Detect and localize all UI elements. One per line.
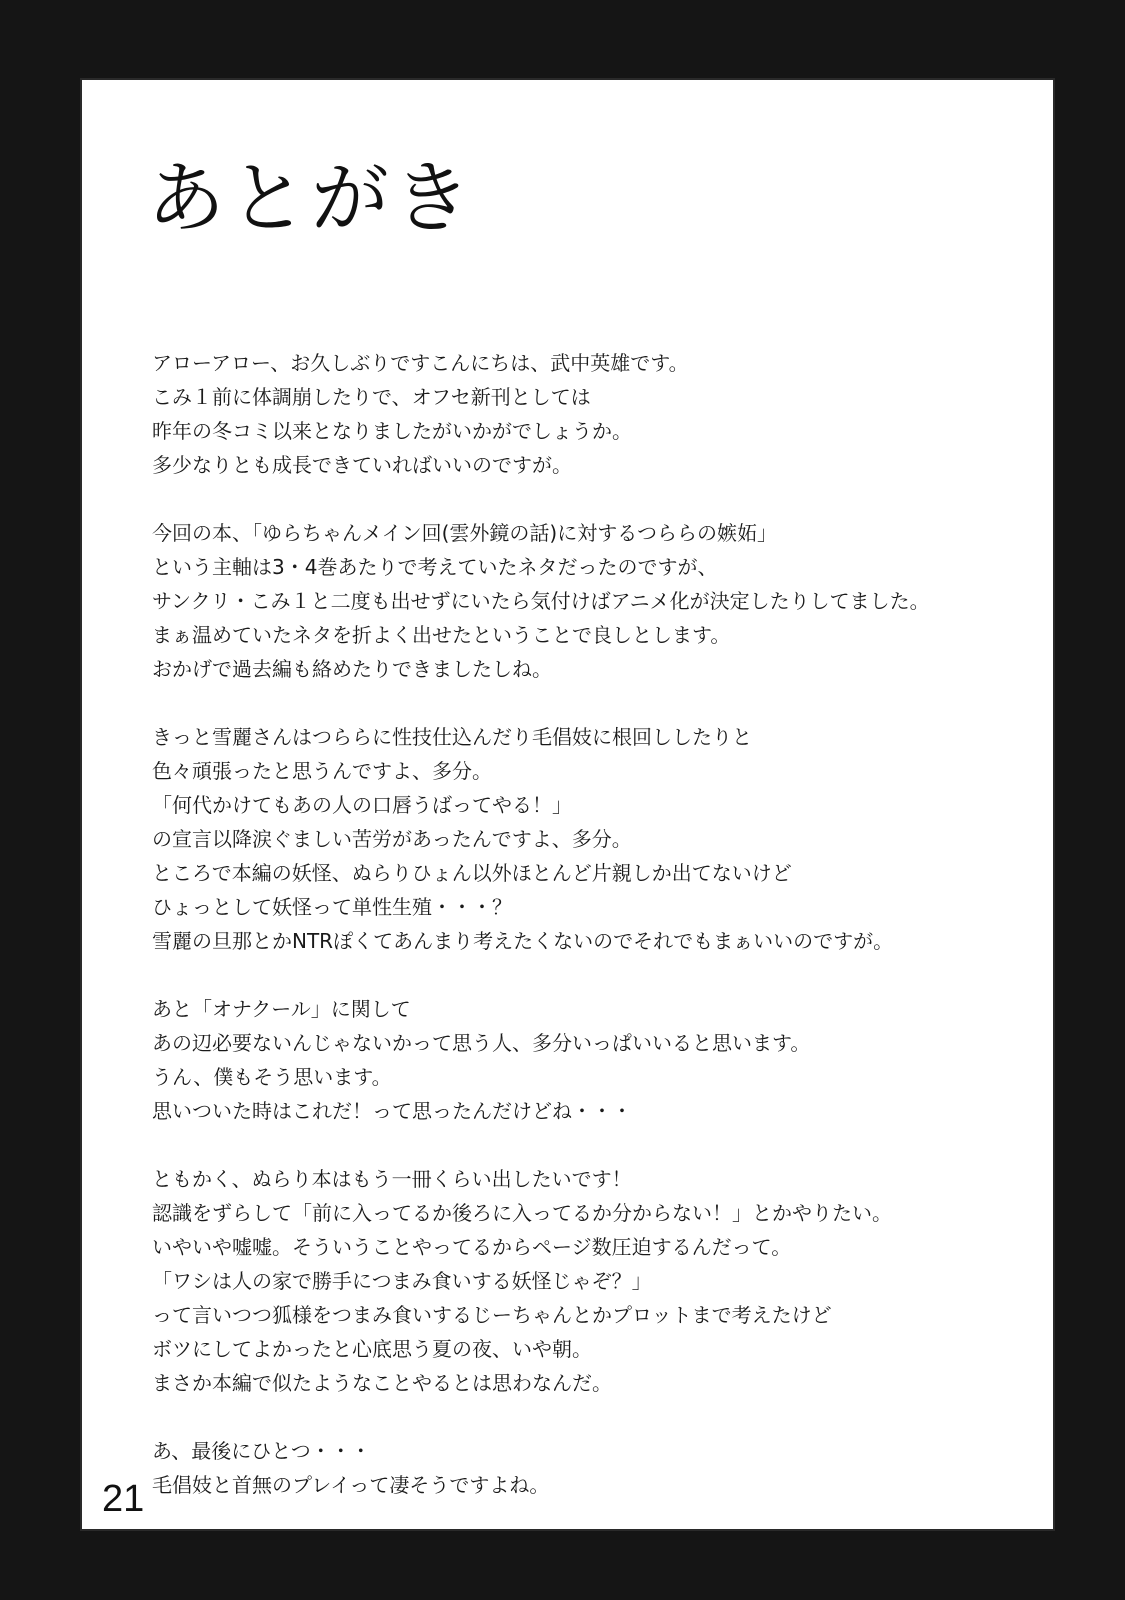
text-line: 色々頑張ったと思うんですよ、多分。 (152, 759, 492, 783)
text-line: 毛倡妓と首無のプレイって凄そうですよね。 (152, 1473, 550, 1497)
paragraph (152, 516, 1042, 686)
text-line: あの辺必要ないんじゃないかって思う人、多分いっぱいいると思います。 (152, 1031, 811, 1055)
text-line: おかげで過去編も絡めたりできましたしね。 (152, 657, 552, 681)
text-line: いやいや嘘嘘。そういうことやってるからページ数圧迫するんだって。 (152, 1235, 792, 1259)
text-line: サンクリ・こみ１と二度も出せずにいたら気付けばアニメ化が決定したりしてました。 (152, 589, 930, 613)
text-line: ところで本編の妖怪、ぬらりひょん以外ほとんど片親しか出てないけど (152, 861, 792, 885)
document-page (80, 78, 1055, 1531)
text-line: まさか本編で似たようなことやるとは思わなんだ。 (152, 1371, 612, 1395)
page-title: あとがき (147, 154, 476, 244)
page-number: 21 (102, 1478, 145, 1520)
paragraph (152, 346, 1042, 482)
text-line: きっと雪麗さんはつららに性技仕込んだり毛倡妓に根回ししたりと (152, 725, 752, 749)
text-line: 思いついた時はこれだ！って思ったんだけどね・・・ (152, 1099, 632, 1123)
paragraph (152, 720, 1042, 958)
text-line: の宣言以降涙ぐましい苦労があったんですよ、多分。 (152, 827, 632, 851)
text-line: ボツにしてよかったと心底思う夏の夜、いや朝。 (152, 1337, 592, 1361)
text-line: って言いつつ狐様をつまみ食いするじーちゃんとかプロットまで考えたけど (152, 1303, 832, 1327)
text-line: 「何代かけてもあの人の口唇うばってやる！」 (152, 793, 572, 817)
text-line: 昨年の冬コミ以来となりましたがいかがでしょうか。 (152, 419, 632, 443)
paragraph (152, 992, 1042, 1128)
paragraph (152, 1162, 1042, 1400)
text-line: ともかく、ぬらり本はもう一冊くらい出したいです！ (152, 1167, 632, 1191)
text-line: ひょっとして妖怪って単性生殖・・・？ (152, 895, 512, 919)
text-line: あ、最後にひとつ・・・ (152, 1439, 371, 1463)
text-line: こみ１前に体調崩したりで、オフセ新刊としては (152, 385, 591, 409)
text-line: 認識をずらして「前に入ってるか後ろに入ってるか分からない！」とかやりたい。 (152, 1201, 892, 1225)
text-line: アローアロー、お久しぶりですこんにちは、武中英雄です。 (152, 351, 689, 375)
text-line: 今回の本、「ゆらちゃんメイン回(雲外鏡の話)に対するつららの嫉妬」 (152, 521, 778, 545)
text-line: まぁ温めていたネタを折よく出せたということで良しとします。 (152, 623, 731, 647)
text-line: 雪麗の旦那とかNTRぽくてあんまり考えたくないのでそれでもまぁいいのですが。 (152, 929, 894, 953)
text-line: という主軸は3・4巻あたりで考えていたネタだったのですが、 (152, 555, 718, 579)
text-line: あと「オナクール」に関して (152, 997, 411, 1021)
paragraph (152, 1434, 1042, 1502)
text-line: 多少なりとも成長できていればいいのですが。 (152, 453, 572, 477)
text-line: うん、僕もそう思います。 (152, 1065, 392, 1089)
text-line: 「ワシは人の家で勝手につまみ食いする妖怪じゃぞ？」 (152, 1269, 652, 1293)
afterword-body (152, 346, 1042, 1502)
